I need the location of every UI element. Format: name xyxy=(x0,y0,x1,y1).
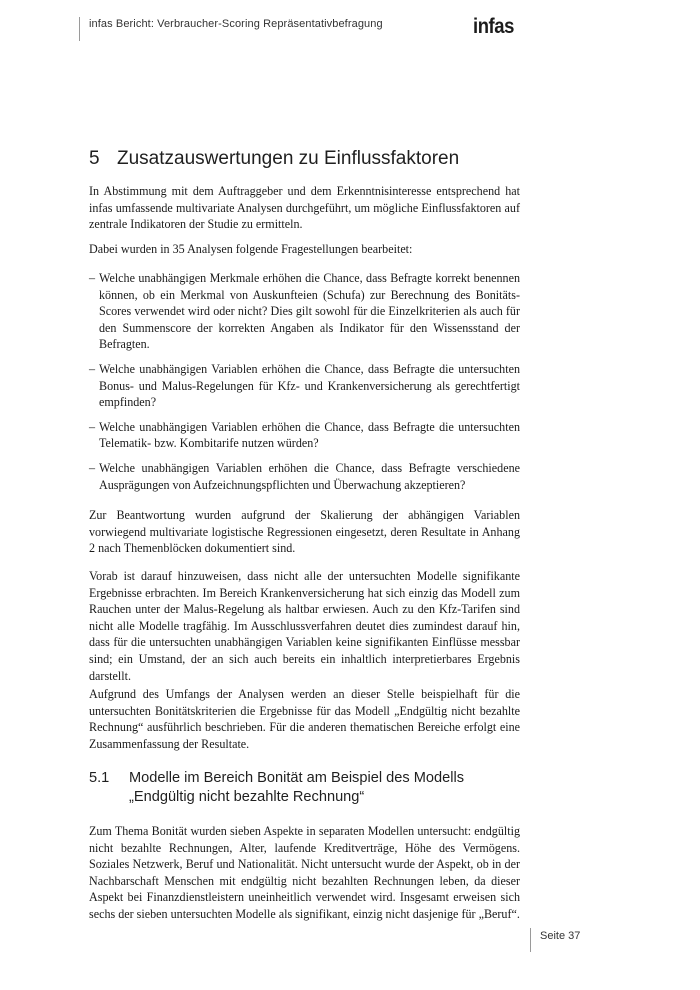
paragraph-analyses: Dabei wurden in 35 Analysen folgende Fragestellungen bearbeitet: xyxy=(89,242,413,256)
bullet-dash: – xyxy=(89,271,96,285)
list-item-text: Welche unabhängigen Merkmale erhöhen die Chance, dass Befragte korrekt benennen können, ob ein Merkmal von Auskunfteien (Schufa) zur Berechnung des Bonitäts-Scores verwendet wird oder nicht? Dies gilt sowohl für die Einzelkriterien als auch für den Summenscore der korrekten Angaben als Indikator für den Wissensstand der Befragten. xyxy=(99,271,520,352)
bullet-dash: – xyxy=(89,361,96,376)
question-list xyxy=(89,270,520,501)
subsection-title xyxy=(129,769,464,807)
section-number: 5 xyxy=(89,148,100,169)
page-number: Seite 37 xyxy=(540,930,581,942)
paragraph-bonitaet: Zum Thema Bonität wurden sieben Aspekte in separaten Modellen untersucht: endgültig nicht bezahlte Rechnungen, Alter, laufende Kreditverträge, Höhe des Vermögens. Soziales Netzwerk, Beruf und Nationalität. Nicht untersucht wurde der Aspekt, ob in der Nachbarschaft Menschen mit endgültig nicht bezahlten Rechnungen leben, da dieser Aspekt bei Finanzdienstleistern uneinheitlich verwendet wird. Insgesamt erweisen sich sechs der sieben untersuchten Modelle als signifikant, einzig nicht dasjenige für „Beruf“. xyxy=(89,824,520,921)
subsection-title-line2: „Endgültig nicht bezahlte Rechnung“ xyxy=(129,789,365,805)
infas-logo: infas xyxy=(473,15,514,38)
list-item xyxy=(89,460,520,493)
paragraph-scope: Aufgrund des Umfangs der Analysen werden an dieser Stelle beispielhaft für die untersuchten Bonitätskriterien die Ergebnisse für das Modell „Endgültig nicht bezahlte Rechnung“ ausführlich beschrieben. Für die anderen thematischen Bereiche erfolgt eine Zusammenfassung der Resultate. xyxy=(89,687,520,751)
header-divider xyxy=(79,17,80,41)
paragraph-intro: In Abstimmung mit dem Auftraggeber und dem Erkenntnisinteresse entsprechend hat infas umfassende multivariate Analysen durchgeführt, um mögliche Einflussfaktoren auf zentrale Indikatoren der Studie zu ermitteln. xyxy=(89,184,520,232)
list-item-text: Welche unabhängigen Variablen erhöhen die Chance, dass Befragte verschiedene Ausprägungen von Aufzeichnungspflichten und Überwachung akzeptieren? xyxy=(99,460,520,492)
subsection-title-line1: Modelle im Bereich Bonität am Beispiel des Modells xyxy=(129,770,465,786)
list-item-text: Welche unabhängigen Variablen erhöhen die Chance, dass Befragte die untersuchten Telematik- bzw. Kombitarife nutzen würden? xyxy=(99,419,520,451)
footer-divider xyxy=(530,928,531,952)
list-item-text: Welche unabhängigen Variablen erhöhen die Chance, dass Befragte die untersuchten Bonus- und Malus-Regelungen für Kfz- und Krankenversicherung als gerechtfertigt empfinden? xyxy=(99,361,520,410)
list-item xyxy=(89,419,520,452)
section-heading xyxy=(89,148,459,170)
section-title: Zusatzauswertungen zu Einflussfaktoren xyxy=(117,148,460,169)
list-item xyxy=(89,270,520,353)
running-header-title: infas Bericht: Verbraucher-Scoring Repräsentativbefragung xyxy=(89,18,383,30)
list-item xyxy=(89,361,520,411)
paragraph-significance: Vorab ist darauf hinzuweisen, dass nicht alle der untersuchten Modelle signifikante Ergebnisse erbrachten. Im Bereich Krankenversicherung hat sich einzig das Modell zum Rauchen unter der Malus-Regelung als haltbar erwiesen. Auch zu den Kfz-Tarifen sind nicht alle Modelle tragfähig. Im Ausschlussverfahren deutet dies zumindest darauf hin, dass für die untersuchten unabhängigen Variablen keine signifikanten Einflüsse messbar sind; ein Umstand, der an sich auch bereits ein inhaltlich interpretierbares Ergebnis darstellt. xyxy=(89,569,520,683)
bullet-dash: – xyxy=(89,419,96,434)
bullet-dash: – xyxy=(89,460,96,475)
subsection-number: 5.1 xyxy=(89,770,110,786)
subsection-heading xyxy=(89,769,464,807)
paragraph-method: Zur Beantwortung wurden aufgrund der Skalierung der abhängigen Variablen vorwiegend multivariate logistische Regressionen eingesetzt, deren Resultate in Anhang 2 nach Themenblöcken dokumentiert sind. xyxy=(89,508,520,556)
